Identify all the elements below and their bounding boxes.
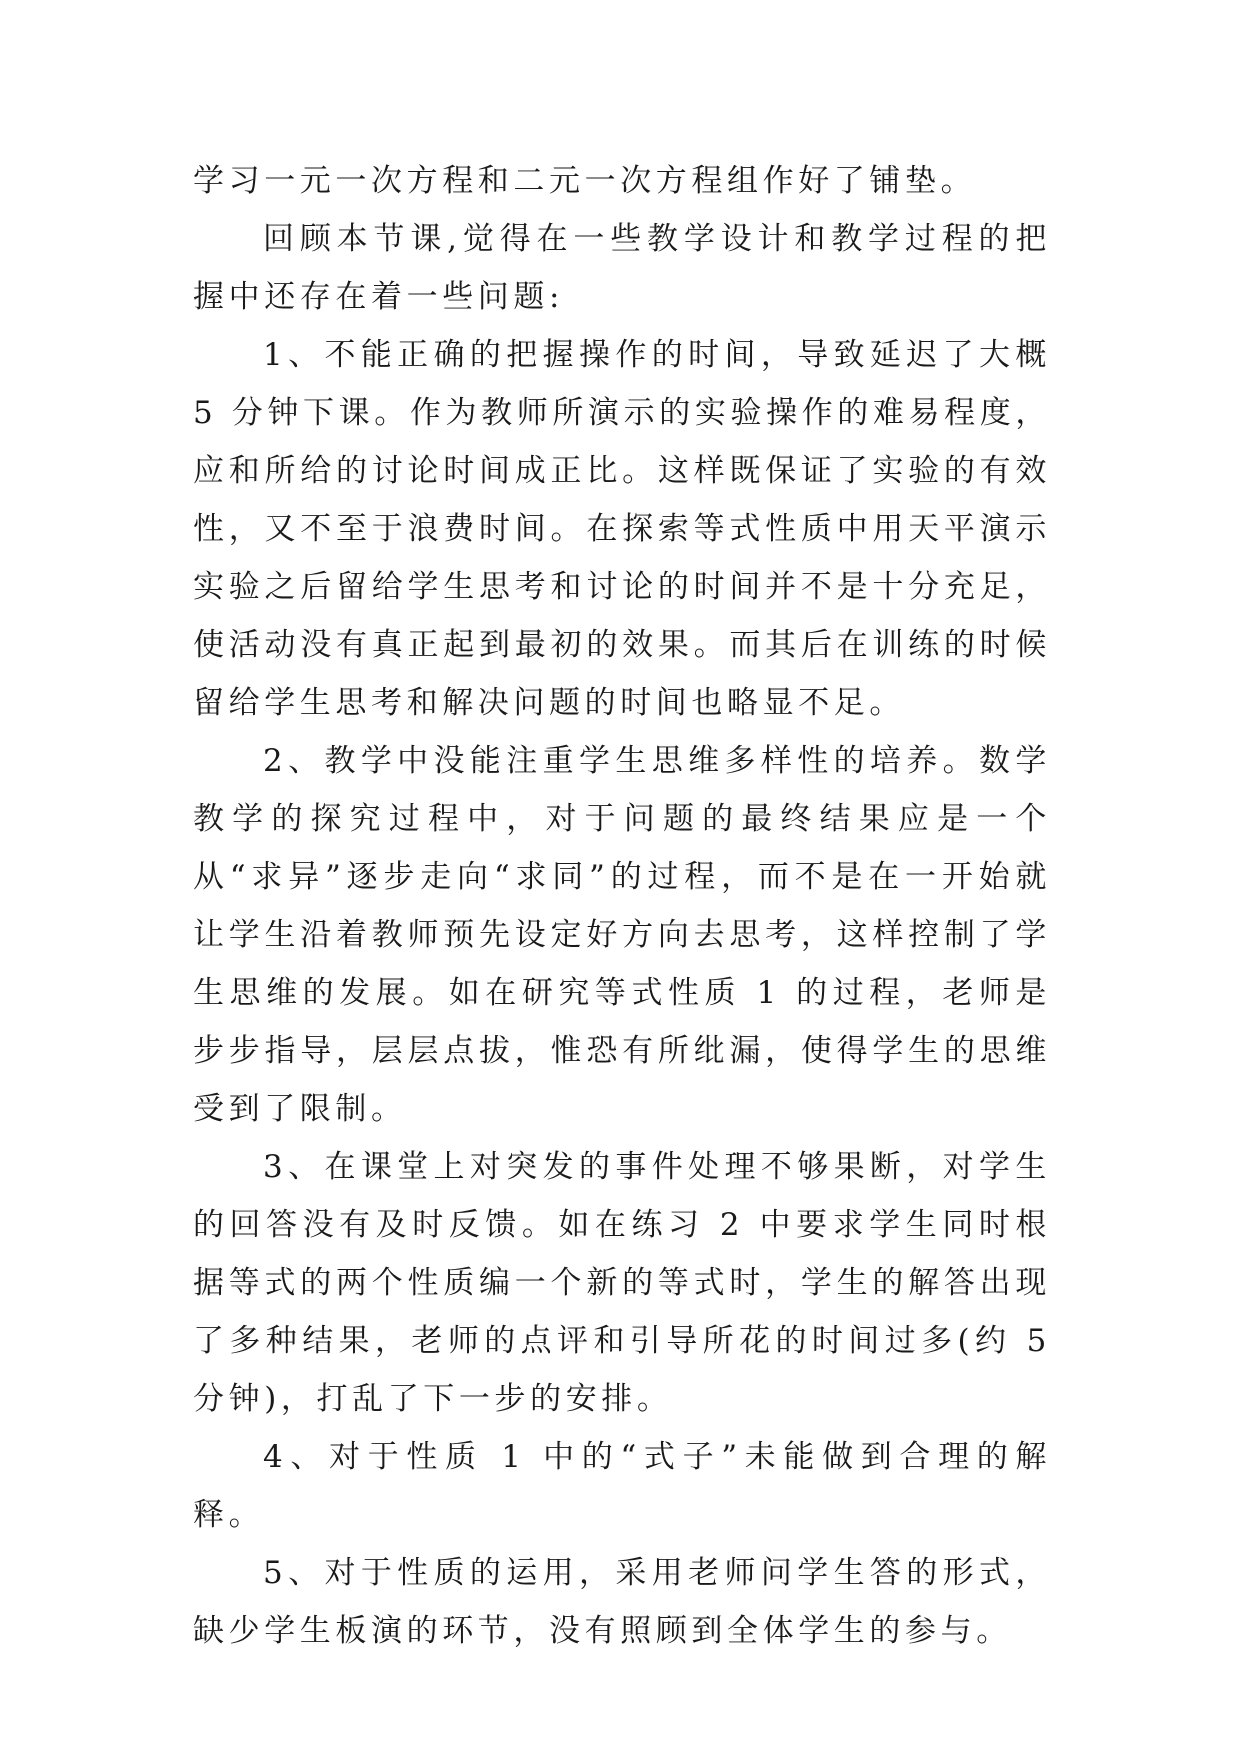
paragraph-issue-4: 4、对于性质 1 中的“式子”未能做到合理的解释。 [193,1439,1051,1533]
document-body [193,152,1051,1660]
paragraph-issue-2: 2、教学中没能注重学生思维多样性的培养。数学教学的探究过程中，对于问题的最终结果应是一个从“求异”逐步走向“求同”的过程，而不是在一开始就让学生沿着教师预先设定好方向去思考，这样控制了学生思维的发展。如在研究等式性质 1 的过程，老师是步步指导，层层点拔，惟恐有所纰漏，使得学生的思维受到了限制。 [193,743,1051,1127]
paragraph-issue-5: 5、对于性质的运用，采用老师问学生答的形式，缺少学生板演的环节，没有照顾到全体学生的参与。 [193,1555,1051,1649]
paragraph-review-intro: 回顾本节课,觉得在一些教学设计和教学过程的把握中还存在着一些问题: [193,221,1051,315]
paragraph-issue-1: 1、不能正确的把握操作的时间，导致延迟了大概 5 分钟下课。作为教师所演示的实验操作的难易程度，应和所给的讨论时间成正比。这样既保证了实验的有效性，又不至于浪费时间。在探索等式性质中用天平演示实验之后留给学生思考和讨论的时间并不是十分充足，使活动没有真正起到最初的效果。而其后在训练的时候留给学生思考和解决问题的时间也略显不足。 [193,337,1051,721]
paragraph-continuation: 学习一元一次方程和二元一次方程组作好了铺垫。 [193,163,977,199]
paragraph-issue-3: 3、在课堂上对突发的事件处理不够果断，对学生的回答没有及时反馈。如在练习 2 中要求学生同时根据等式的两个性质编一个新的等式时，学生的解答出现了多种结果，老师的点评和引导所花的时间过多(约 5 分钟)，打乱了下一步的安排。 [193,1149,1051,1417]
